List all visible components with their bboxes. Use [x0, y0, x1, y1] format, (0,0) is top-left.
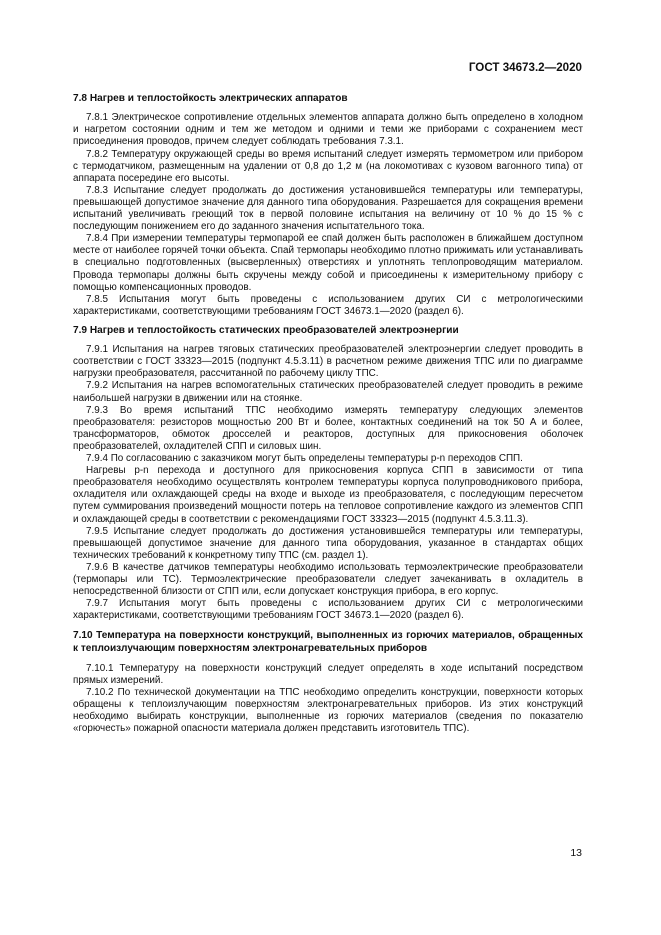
standard-code: ГОСТ 34673.2—2020	[468, 61, 582, 74]
paragraph-7-9-6: 7.9.6 В качестве датчиков температуры необходимо использовать термоэлектрические преобразователи (термопары или ТС). Термоэлектрические преобразователи следует зачеканивать в охладитель в непосредственной близости от СПП или, если допускает конструкция прибора, в его корпус.	[73, 561, 583, 598]
paragraph-7-8-3: 7.8.3 Испытание следует продолжать до достижения установившейся температуры или температуры, превышающей допустимое значение для данного типа оборудования. Разрешается для сокращения времени испытаний увеличивать греющий ток в первой половине испытания на величину от 10 % до 15 % с последующим понижением его до заданного значения испытательного тока.	[73, 184, 583, 233]
paragraph-7-9-3: 7.9.3 Во время испытаний ТПС необходимо измерять температуру следующих элементов преобразователя: резисторов мощностью 200 Вт и более, контактных соединений на ток 50 А и более, трансформаторов, обмоток дросселей и реакторов, доступных для прикосновения оболочек преобразователей, охладителей СПП и силовых шин.	[73, 404, 583, 452]
paragraph-7-8-4: 7.8.4 При измерении температуры термопарой ее спай должен быть расположен в ближайшем доступном месте от наиболее горячей точки объекта. Спай термопары необходимо плотно прижимать или устанавливать в специально подготовленных (высверленных) отверстиях и уплотнять теплопроводящим материалом. Провода термопары должны быть скручены между собой и присоединены к измерительному прибору с помощью компенсационных проводов.	[73, 233, 583, 293]
paragraph-7-9-5: 7.9.5 Испытание следует продолжать до достижения установившейся температуры или температуры, превышающей допустимое значение для данного типа оборудования, указанное в стандартах общих технических требований к конкретному типу ТПС (см. раздел 1).	[73, 525, 583, 561]
paragraph-7-10-1: 7.10.1 Температуру на поверхности конструкций следует определять в ходе испытаний посредством прямых измерений.	[73, 662, 583, 687]
paragraph-7-9-4: 7.9.4 По согласованию с заказчиком могут быть определены температуры p-n переходов СПП.	[86, 453, 523, 465]
section-heading-7-10: 7.10 Температура на поверхности конструкций, выполненных из горючих материалов, обращенных к теплоизлучающим поверхностям электронагревательных приборов	[73, 630, 583, 654]
paragraph-7-9-2: 7.9.2 Испытания на нагрев вспомогательных статических преобразователей следует проводить в режиме наибольшей нагрузки в движении или на стоянке.	[73, 380, 583, 404]
paragraph-7-8-1: 7.8.1 Электрическое сопротивление отдельных элементов аппарата должно быть определено в холодном и нагретом состоянии одним и тем же методом и одними и теми же приборами с сохранением мест присоединения проводов, причем следует соблюдать требования 7.3.1.	[73, 112, 583, 148]
paragraph-7-9-1: 7.9.1 Испытания на нагрев тяговых статических преобразователей электроэнергии следует проводить в соответствии с ГОСТ 33323—2015 (подпункт 4.5.3.11) в расчетном режиме движения ТПС или по диаграмме нагрузки преобразователя, рассчитанной по рабочему циклу ТПС.	[73, 344, 583, 380]
paragraph-7-8-2: 7.8.2 Температуру окружающей среды во время испытаний следует измерять термометром или прибором с термодатчиком, размещенным на удалении от 0,8 до 1,2 м (на локомотивах с кузовом вагонного типа) от аппарата посередине его высоты.	[73, 148, 583, 184]
paragraph-7-8-5: 7.8.5 Испытания могут быть проведены с использованием других СИ с метрологическими характеристиками, соответствующими требованиям ГОСТ 34673.1—2020 (раздел 6).	[73, 293, 583, 317]
document-body	[73, 93, 583, 736]
page-number: 13	[570, 847, 582, 859]
paragraph-7-9-4-cont: Нагревы p-n перехода и доступного для прикосновения корпуса СПП в зависимости от типа преобразователя необходимо осуществлять контролем температуры корпуса полупроводникового прибора, охладителя или охлаждающей среды на входе и выходе из преобразователя, с последующим пересчетом путем суммирования произведений мощности потерь на тепловое сопротивление каждого из элементов СПП и охлаждающей среды в соответствии с рекомендациями ГОСТ 33323—2015 (подпункт 4.5.3.11.3).	[73, 465, 583, 525]
section-heading-7-8: 7.8 Нагрев и теплостойкость электрических аппаратов	[73, 93, 348, 104]
section-heading-7-9: 7.9 Нагрев и теплостойкость статических преобразователей электроэнергии	[73, 324, 459, 336]
paragraph-7-10-2: 7.10.2 По технической документации на ТПС необходимо определить конструкции, поверхности которых обращены к теплоизлучающим поверхностям электронагревательных приборов. Из этих конструкций необходимо выбирать конструкции, выполненные из горючих материалов (сведения по показателю «горючесть» пожарной опасности материала должен представить изготовитель ТПС).	[73, 687, 583, 735]
paragraph-7-9-7: 7.9.7 Испытания могут быть проведены с использованием других СИ с метрологическими характеристиками, соответствующими требованиям ГОСТ 34673.1—2020 (раздел 6).	[73, 598, 583, 622]
